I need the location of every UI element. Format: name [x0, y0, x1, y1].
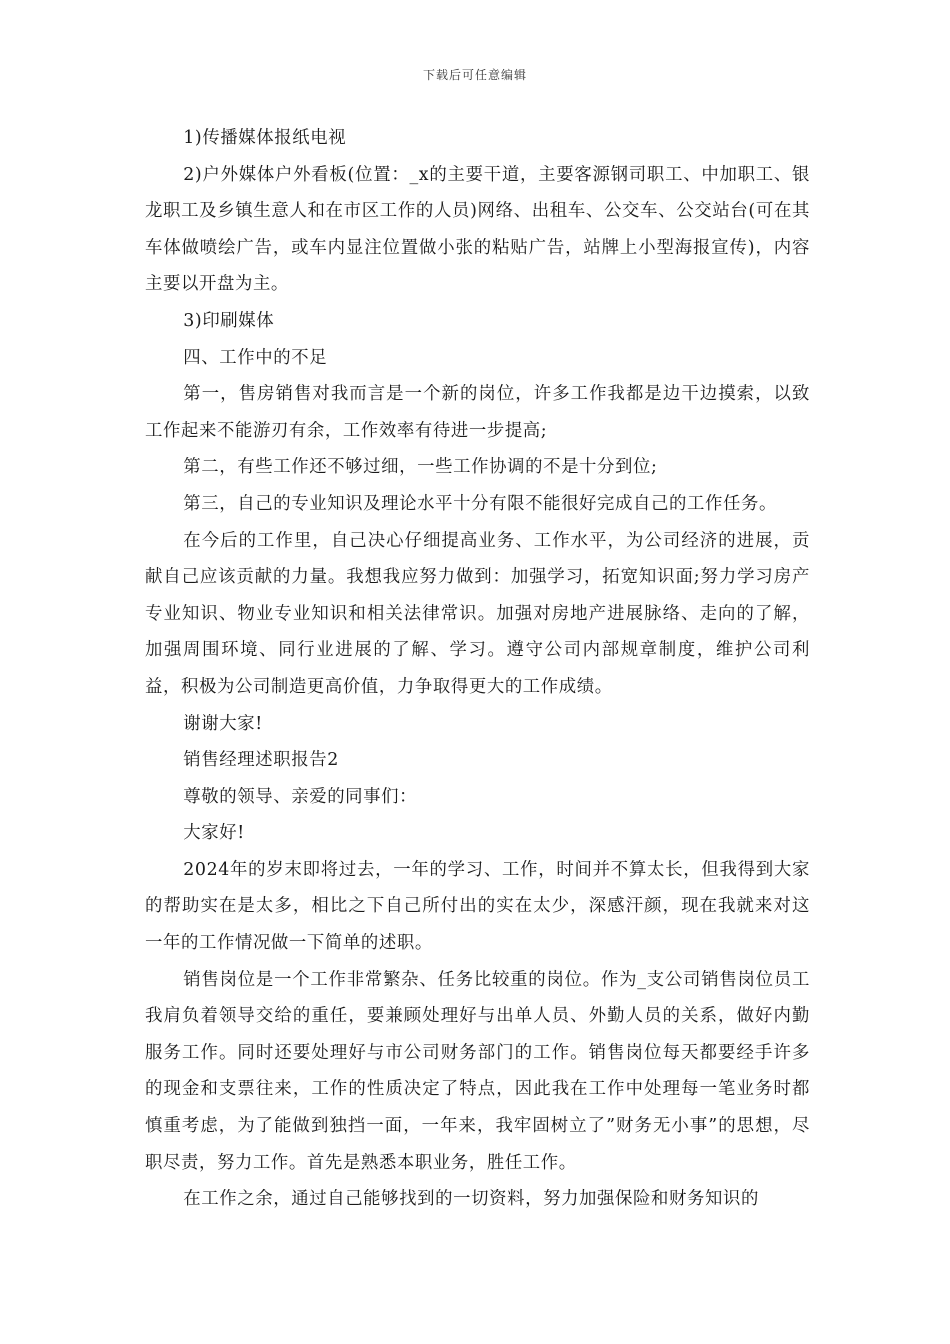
paragraph: 谢谢大家! — [183, 713, 263, 734]
paragraph: 1)传播媒体报纸电视 — [183, 128, 347, 148]
paragraph: 2024年的岁末即将过去，一年的学习、工作，时间并不算太长，但我得到大家的帮助实在是太多，相比之下自己所付出的实在太少，深感汗颜，现在我就来对这一年的工作情况做一下简单的述职。 — [145, 859, 810, 954]
report-title: 销售经理述职报告2 — [183, 750, 339, 771]
paragraph: 在今后的工作里，自己决心仔细提高业务、工作水平，为公司经济的进展，贡献自己应该贡献的力量。我想我应努力做到：加强学习，拓宽知识面;努力学习房产专业知识、物业专业知识和相关法律常识。加强对房地产进展脉络、走向的了解，加强周围环境、同行业进展的了解、学习。遵守公司内部规章制度，维护公司利益，积极为公司制造更高价值，力争取得更大的工作成绩。 — [145, 530, 810, 697]
paragraph: 2)户外媒体户外看板(位置：_x的主要干道，主要客源钢司职工、中加职工、银龙职工及乡镇生意人和在市区工作的人员)网络、出租车、公交车、公交站台(可在其车体做喷绘广告，或车内显注位置做小张的粘贴广告，站牌上小型海报宣传)，内容主要以开盘为主。 — [145, 164, 810, 295]
paragraph: 销售岗位是一个工作非常繁杂、任务比较重的岗位。作为_支公司销售岗位员工我肩负着领导交给的重任，要兼顾处理好与出单人员、外勤人员的关系，做好内勤服务工作。同时还要处理好与市公司财务部门的工作。销售岗位每天都要经手许多的现金和支票往来，工作的性质决定了特点，因此我在工作中处理每一笔业务时都慎重考虑，为了能做到独挡一面，一年来，我牢固树立了”财务无小事”的思想，尽职尽责，努力工作。首先是熟悉本职业务，胜任工作。 — [145, 969, 810, 1173]
document-body — [145, 120, 810, 1218]
page-header: 下载后可任意编辑 — [422, 68, 527, 82]
paragraph: 第二，有些工作还不够过细，一些工作协调的不是十分到位; — [183, 457, 658, 478]
section-heading: 四、工作中的不足 — [183, 347, 328, 368]
paragraph: 第一，售房销售对我而言是一个新的岗位，许多工作我都是边干边摸索，以致工作起来不能游刃有余，工作效率有待进一步提高; — [145, 384, 810, 441]
paragraph: 第三，自己的专业知识及理论水平十分有限不能很好完成自己的工作任务。 — [183, 493, 777, 514]
paragraph: 在工作之余，通过自己能够找到的一切资料，努力加强保险和财务知识的 — [183, 1189, 759, 1210]
greeting: 大家好! — [183, 823, 245, 844]
paragraph: 3)印刷媒体 — [183, 310, 275, 331]
salutation: 尊敬的领导、亲爱的同事们： — [183, 786, 418, 807]
